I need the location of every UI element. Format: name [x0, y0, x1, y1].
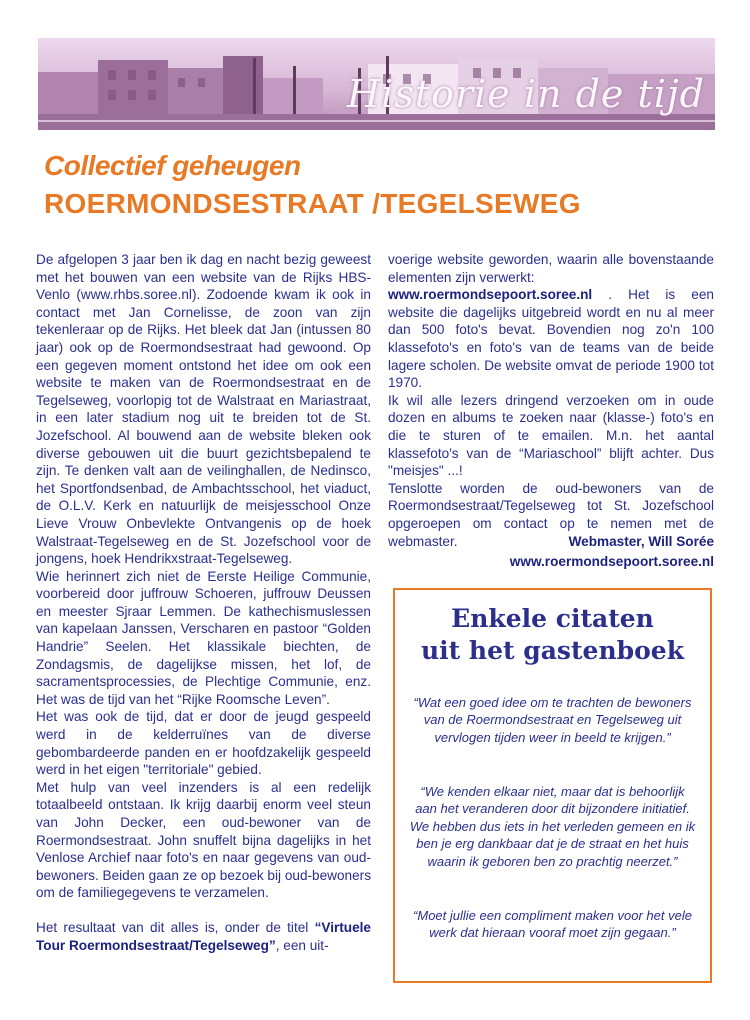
guestbook-quote: “Moet jullie een compliment maken voor het vele werk dat hieraan vooraf moet zijn gegaan.” [413, 908, 692, 941]
paragraph-text: voerige website geworden, waarin alle bovenstaande elementen zijn verwerkt: [388, 252, 714, 285]
article-right-column [388, 251, 714, 550]
article-title: Collectief geheugen [44, 150, 301, 181]
guestbook-quotes-box [393, 588, 712, 983]
paragraph [388, 251, 714, 392]
paragraph: Ik wil alle lezers dringend verzoeken om in oude dozen en albums te zoeken naar (klasse-) foto's en die te sturen of te emailen. M.n. het aantal klassefoto's van de “Mariaschool” blijft achter. Dus "meisjes" ...! [388, 392, 714, 479]
guestbook-title-line2: uit het gastenboek [420, 636, 685, 665]
article-left-column [36, 251, 371, 954]
signature-url[interactable]: www.roermondsepoort.soree.nl [509, 554, 714, 569]
article-subtitle: ROERMONDSESTRAAT /TEGELSEWEG [44, 188, 581, 219]
paragraph-text: . Het is een website die dagelijks uitgebreid wordt en nu al meer dan 500 foto's bevat. Bovendien nog zo'n 100 klassefoto's en foto's van de teams van de beide lagere scholen. De website omvat de periode 1900 tot 1970. [388, 287, 714, 391]
paragraph: De afgelopen 3 jaar ben ik dag en nacht bezig geweest met het bouwen van een website van de Rijks HBS-Venlo (www.rhbs.soree.nl). Zodoende kwam ik ook in contact met Jan Cornelisse, de zoon van zijn tekenleraar op de Rijks. Het bleek dat Jan (intussen 80 jaar) ook op de Roermondsestraat had gewoond. Op een gegeven moment ontstond het idee om ook een website te maken van de Roermondsestraat en de Tegelseweg, voorlopig tot de Walstraat en Mariastraat, in een later stadium nog uit te breiden tot de St. Jozefschool. Al bouwend aan de website bleken ook diverse gebouwen uit die buurt gezichtsbepalend te zijn. Te denken valt aan de veilinghallen, de Nedinsco, het Sportfondsenbad, de Ambachtsschool, het viaduct, de O.L.V. Kerk en natuurlijk de meisjesschool Onze Lieve Vrouw Onbevlekte Ontvangenis op de hoek Walstraat-Tegelseweg en de St. Jozefschool voor de jongens, hoek Hendrikxstraat-Tegelseweg. [36, 252, 371, 567]
paragraph [36, 919, 371, 954]
paragraph: Het was ook de tijd, dat er door de jeugd gespeeld werd in de kelderruïnes van de diverse gebombardeerde panden en er hoofdzakelijk gespeeld werd in het eigen "territoriale" gebied. [36, 709, 371, 778]
header-banner-photo [38, 38, 715, 130]
signature-name: Webmaster, Will Sorée [568, 534, 714, 549]
guestbook-title-line1: Enkele citaten [451, 604, 654, 633]
paragraph: Tenslotte worden de oud-bewoners van de Roermondsestraat/Tegelseweg tot St. Jozefschool opgeroepen om contact op te nemen met de webmaster. [388, 480, 714, 549]
paragraph: Wie herinnert zich niet de Eerste Heilige Communie, voorbereid door juffrouw Schoeren, juffrouw Deussen en meester Sjraar Lemmen. De kathechismuslessen van kapelaan Janssen, Verscharen en pastoor “Golden Handrie” Seelen. Het klassikale biechten, de Zondagsmis, de dagelijkse missen, het lof, de sacramentsprocessies, de Plechtige Communie, enz. Het was de tijd van het “Rijke Roomsche Leven”. [36, 568, 371, 707]
paragraph: Met hulp van veel inzenders is al een redelijk totaalbeeld ontstaan. Ik krijg daarbij enorm veel steun van John Decker, een oud-bewoner van de Roermondsestraat. John snuffelt bijna dagelijks in het Venlose Archief naar foto's en naar gegevens van oud-bewoners. Beiden gaan ze op bezoek bij oud-bewoners om de familiegegevens te verzamelen. [36, 779, 371, 901]
guestbook-quote: “Wat een goed idee om te trachten de bewoners van de Roermondsestraat en Tegelseweg uit vervlogen tijden weer in beeld te krijgen.” [413, 695, 692, 745]
paragraph-text: Het resultaat van dit alles is, onder de titel [36, 919, 315, 935]
website-link[interactable]: www.roermondsepoort.soree.nl [388, 287, 593, 303]
virtual-tour-title: “Virtuele Tour Roermondsestraat/Tegelseweg” [36, 919, 371, 953]
guestbook-quote: “We kenden elkaar niet, maar dat is behoorlijk aan het veranderen door dit bijzondere initiatief. We hebben dus iets in het verleden gemeen en ik ben je erg dankbaar dat je de straat en het huis waarin ik geboren ben zo prachtig neerzet.” [409, 784, 696, 869]
paragraph-text: , een uit- [275, 937, 329, 953]
banner-script-text: Historie in de tijd [347, 72, 705, 116]
